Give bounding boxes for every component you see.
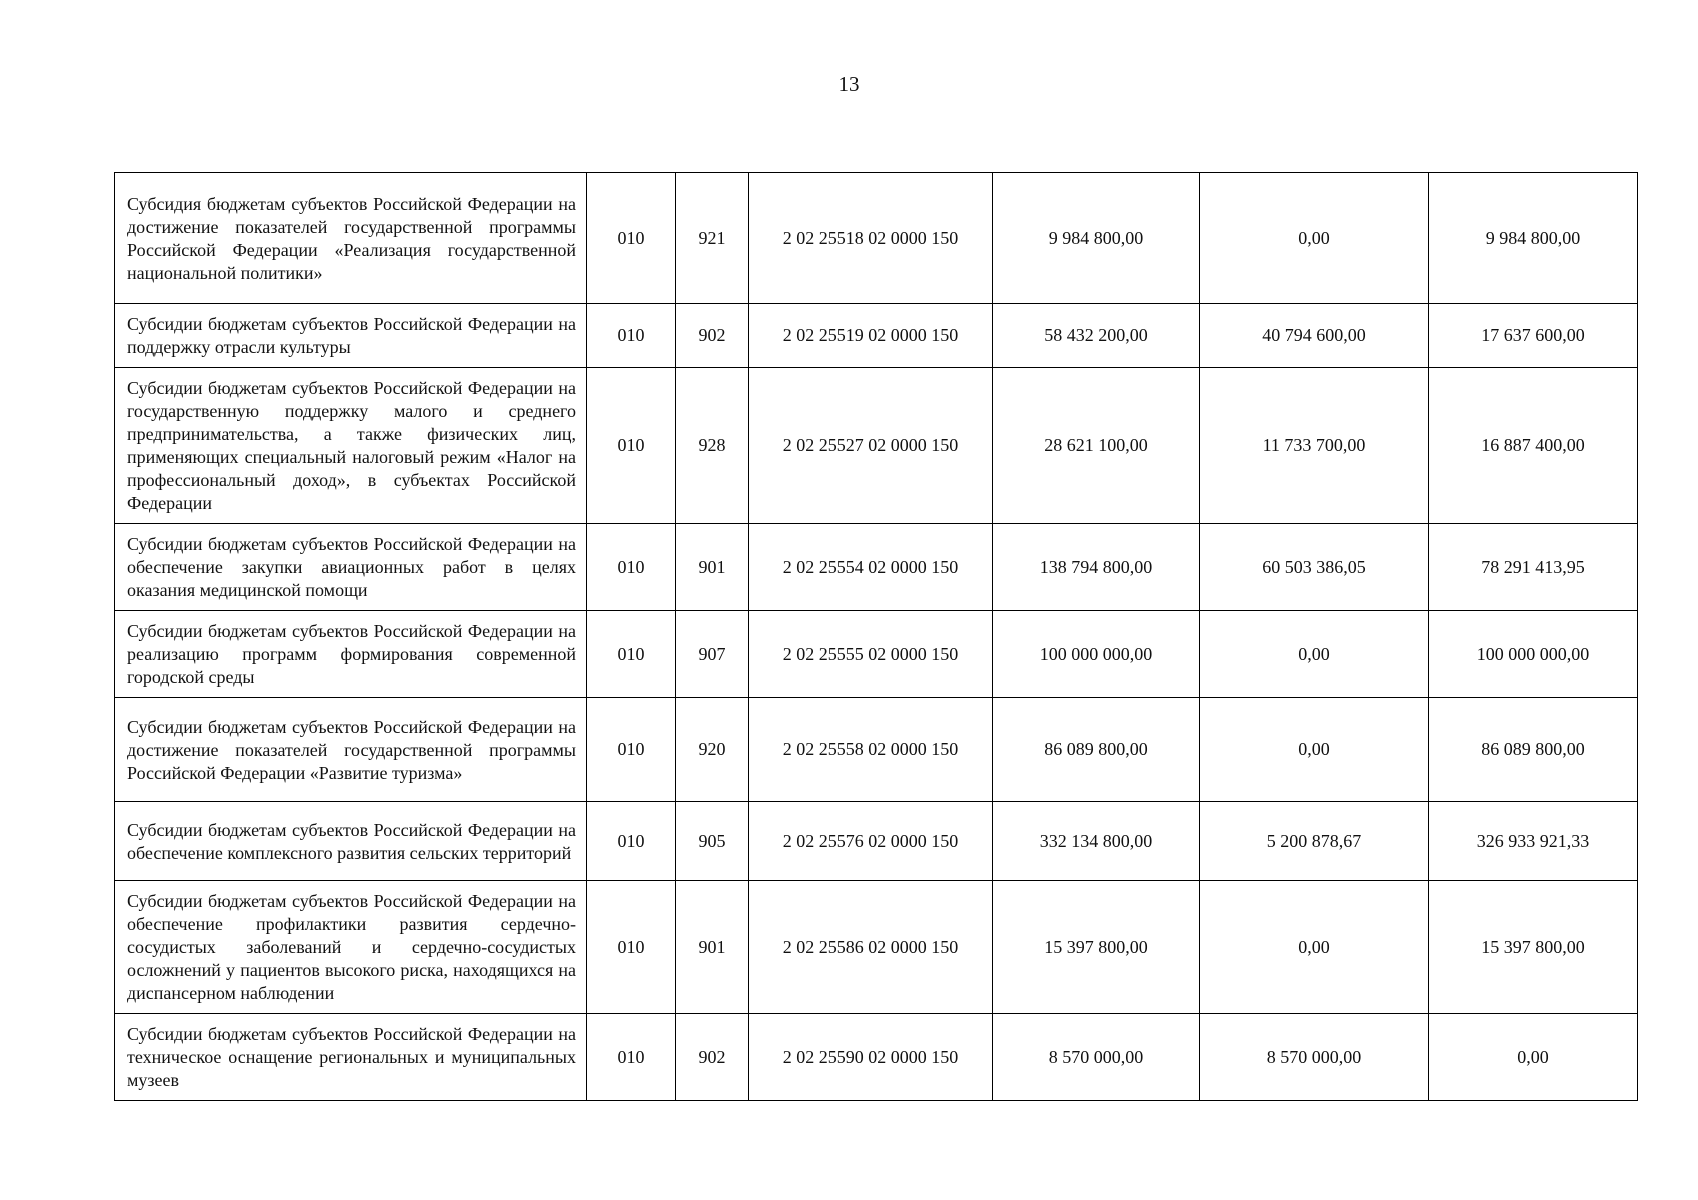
row-description: Субсидии бюджетам субъектов Российской Федерации на обеспечение профилактики развития сердечно-сосудистых заболеваний и сердечно-сосудистых осложнений у пациентов высокого риска, находящихся на диспансерном наблюдении (115, 881, 587, 1014)
row-description: Субсидии бюджетам субъектов Российской Федерации на реализацию программ формирования современной городской среды (115, 611, 587, 698)
row-amount-2: 0,00 (1200, 881, 1429, 1014)
row-kbk-code: 2 02 25586 02 0000 150 (749, 881, 993, 1014)
row-kbk-code: 2 02 25527 02 0000 150 (749, 368, 993, 524)
table-row (115, 173, 1638, 304)
row-description: Субсидии бюджетам субъектов Российской Федерации на поддержку отрасли культуры (115, 304, 587, 368)
row-amount-3: 15 397 800,00 (1429, 881, 1638, 1014)
row-code-2: 928 (676, 368, 749, 524)
row-code-2: 921 (676, 173, 749, 304)
row-code-1: 010 (587, 368, 676, 524)
row-code-1: 010 (587, 698, 676, 802)
row-code-2: 902 (676, 304, 749, 368)
row-kbk-code: 2 02 25519 02 0000 150 (749, 304, 993, 368)
row-description: Субсидии бюджетам субъектов Российской Федерации на обеспечение комплексного развития сельских территорий (115, 802, 587, 881)
table-row (115, 304, 1638, 368)
row-description: Субсидии бюджетам субъектов Российской Федерации на обеспечение закупки авиационных работ в целях оказания медицинской помощи (115, 524, 587, 611)
row-kbk-code: 2 02 25554 02 0000 150 (749, 524, 993, 611)
row-amount-1: 15 397 800,00 (993, 881, 1200, 1014)
row-description: Субсидии бюджетам субъектов Российской Федерации на государственную поддержку малого и среднего предпринимательства, а также физических лиц, применяющих специальный налоговый режим «Налог на профессиональный доход», в субъектах Российской Федерации (115, 368, 587, 524)
row-code-2: 902 (676, 1014, 749, 1101)
row-amount-2: 11 733 700,00 (1200, 368, 1429, 524)
row-amount-1: 58 432 200,00 (993, 304, 1200, 368)
row-kbk-code: 2 02 25558 02 0000 150 (749, 698, 993, 802)
row-code-1: 010 (587, 611, 676, 698)
row-code-1: 010 (587, 304, 676, 368)
row-amount-1: 9 984 800,00 (993, 173, 1200, 304)
row-amount-2: 5 200 878,67 (1200, 802, 1429, 881)
row-amount-3: 0,00 (1429, 1014, 1638, 1101)
row-description: Субсидии бюджетам субъектов Российской Федерации на техническое оснащение региональных и муниципальных музеев (115, 1014, 587, 1101)
row-amount-3: 16 887 400,00 (1429, 368, 1638, 524)
row-kbk-code: 2 02 25555 02 0000 150 (749, 611, 993, 698)
row-amount-2: 8 570 000,00 (1200, 1014, 1429, 1101)
row-kbk-code: 2 02 25576 02 0000 150 (749, 802, 993, 881)
row-amount-3: 100 000 000,00 (1429, 611, 1638, 698)
row-amount-3: 326 933 921,33 (1429, 802, 1638, 881)
row-amount-2: 0,00 (1200, 611, 1429, 698)
row-code-2: 901 (676, 881, 749, 1014)
row-code-2: 907 (676, 611, 749, 698)
row-code-1: 010 (587, 802, 676, 881)
row-amount-3: 9 984 800,00 (1429, 173, 1638, 304)
row-amount-2: 0,00 (1200, 698, 1429, 802)
row-code-1: 010 (587, 524, 676, 611)
row-description: Субсидии бюджетам субъектов Российской Федерации на достижение показателей государственной программы Российской Федерации «Развитие туризма» (115, 698, 587, 802)
row-code-1: 010 (587, 1014, 676, 1101)
row-code-2: 920 (676, 698, 749, 802)
table-row (115, 1014, 1638, 1101)
row-amount-1: 138 794 800,00 (993, 524, 1200, 611)
table-row (115, 524, 1638, 611)
row-amount-1: 100 000 000,00 (993, 611, 1200, 698)
subsidies-table (114, 172, 1638, 1101)
table-row (115, 881, 1638, 1014)
row-code-1: 010 (587, 173, 676, 304)
row-description: Субсидия бюджетам субъектов Российской Федерации на достижение показателей государственной программы Российской Федерации «Реализация государственной национальной политики» (115, 173, 587, 304)
row-kbk-code: 2 02 25590 02 0000 150 (749, 1014, 993, 1101)
table-row (115, 368, 1638, 524)
row-amount-1: 86 089 800,00 (993, 698, 1200, 802)
row-amount-1: 332 134 800,00 (993, 802, 1200, 881)
page-number: 13 (838, 72, 860, 96)
row-amount-1: 28 621 100,00 (993, 368, 1200, 524)
row-code-2: 901 (676, 524, 749, 611)
row-code-1: 010 (587, 881, 676, 1014)
row-code-2: 905 (676, 802, 749, 881)
table-row (115, 611, 1638, 698)
row-amount-2: 60 503 386,05 (1200, 524, 1429, 611)
row-amount-3: 86 089 800,00 (1429, 698, 1638, 802)
row-amount-3: 78 291 413,95 (1429, 524, 1638, 611)
table-row (115, 698, 1638, 802)
row-amount-3: 17 637 600,00 (1429, 304, 1638, 368)
table-row (115, 802, 1638, 881)
row-amount-2: 40 794 600,00 (1200, 304, 1429, 368)
row-kbk-code: 2 02 25518 02 0000 150 (749, 173, 993, 304)
row-amount-1: 8 570 000,00 (993, 1014, 1200, 1101)
row-amount-2: 0,00 (1200, 173, 1429, 304)
